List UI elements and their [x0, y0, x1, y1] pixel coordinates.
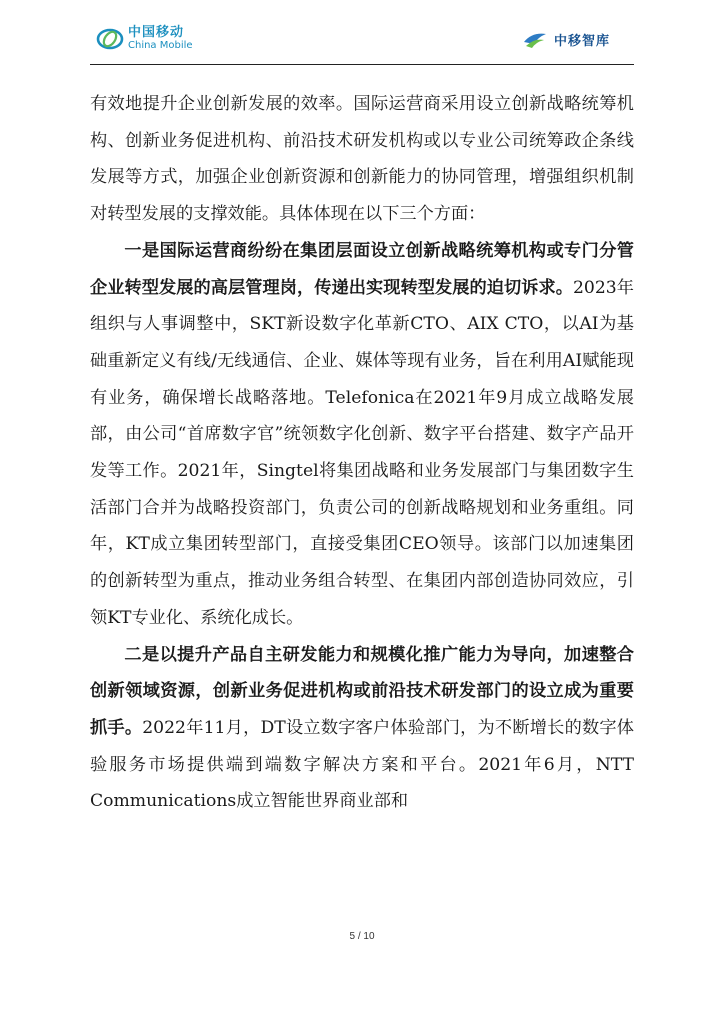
cmri-think-tank-logo	[522, 28, 610, 50]
china-mobile-emblem-icon	[96, 27, 124, 51]
document-body	[90, 86, 634, 820]
paragraph-text: 2022年11月，DT设立数字客户体验部门，为不断增长的数字体验服务市场提供端到端数字解决方案和平台。2021年6月，NTT Communications成立智能世界商业部和	[90, 717, 634, 812]
paragraph-intro	[90, 86, 634, 233]
china-mobile-logo	[96, 26, 193, 52]
paragraph-point-one	[90, 233, 634, 637]
paragraph-text: 有效地提升企业创新发展的效率。国际运营商采用设立创新战略统筹机构、创新业务促进机构、前沿技术研发机构或以专业公司统筹政企条线发展等方式，加强企业创新资源和创新能力的协同管理，增强组织机制对转型发展的支撑效能。具体体现在以下三个方面：	[90, 94, 634, 225]
paragraph-lead-bold: 一是国际运营商纷纷在集团层面设立创新战略统筹机构或专门分管企业转型发展的高层管理岗，传递出实现转型发展的迫切诉求。	[90, 240, 634, 298]
paragraph-point-two	[90, 637, 634, 821]
logo-name-think-tank: 中移智库	[554, 33, 611, 49]
think-tank-emblem-icon	[522, 28, 548, 50]
header-divider	[90, 64, 634, 65]
page-number: 5 / 10	[349, 931, 375, 942]
paragraph-lead-bold: 二是以提升产品自主研发能力和规模化推广能力为导向，加速整合创新领域资源，创新业务促进机构或前沿技术研发部门的设立成为重要抓手。	[90, 644, 634, 738]
logo-name-en: China Mobile	[128, 40, 193, 51]
logo-name-cn: 中国移动	[128, 25, 185, 40]
page-header	[0, 0, 724, 66]
paragraph-text: 2023年组织与人事调整中，SKT新设数字化革新CTO、AIX CTO，以AI为基础重新定义有线/无线通信、企业、媒体等现有业务，旨在利用AI赋能现有业务，确保增长战略落地。Telefonica在2021年9月成立战略发展部，由公司“首席数字官”统领数字化创新、数字平台搭建、数字产品开发等工作。2021年，Singtel将集团战略和业务发展部门与集团数字生活部门合并为战略投资部门，负责公司的创新战略规划和业务重组。同年，KT成立集团转型部门，直接受集团CEO领导。该部门以加速集团的创新转型为重点，推动业务组合转型、在集团内部创造协同效应，引领KT专业化、系统化成长。	[90, 277, 634, 628]
